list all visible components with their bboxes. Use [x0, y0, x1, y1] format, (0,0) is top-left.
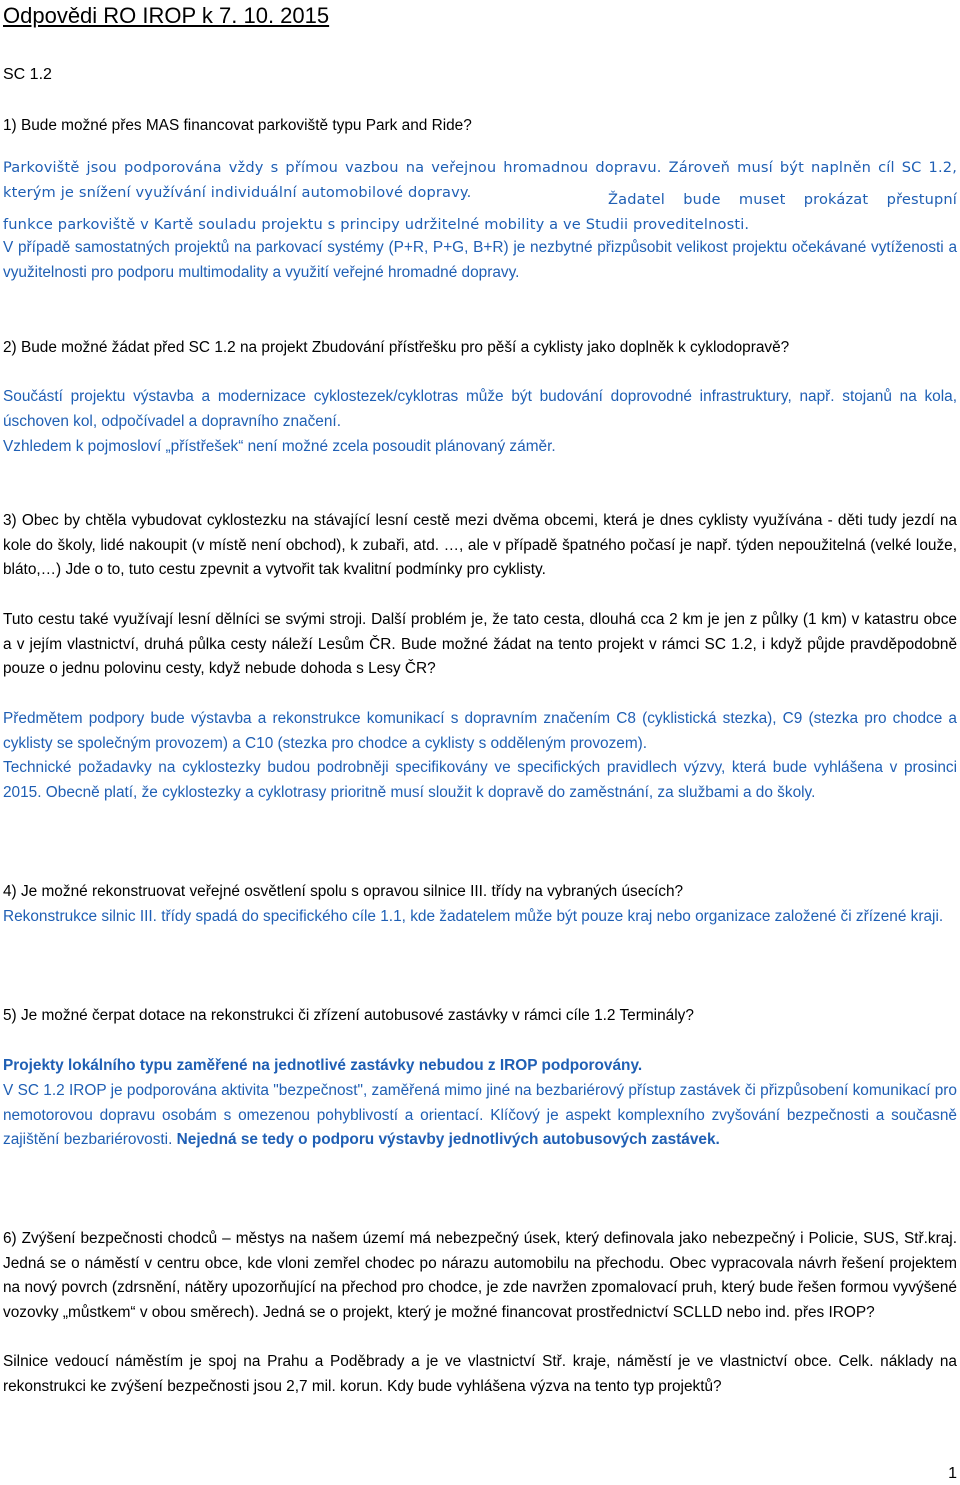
question-5: 5) Je možné čerpat dotace na rekonstrukci či zřízení autobusové zastávky v rámci cíle 1.2 Terminály? [3, 1007, 694, 1024]
question-6b: Silnice vedoucí náměstím je spoj na Prahu a Poděbrady a je ve vlastnictví Stř. kraje, náměstí je ve vlastnictví obce. Celk. náklady na rekonstrukci ke zvýšení bezpečnosti jsou 2,7 mil. korun. Kdy bude vyhlášena výzva na tento typ projektů? [3, 1353, 957, 1395]
answer-3a: Předmětem podpory bude výstavba a rekonstrukce komunikací s dopravním značením C8 (cyklistická stezka), C9 (stezka pro chodce a cyklisty se společným provozem) a C10 (stezka pro chodce a cyklisty s odděleným provozem). [3, 710, 957, 752]
question-2: 2) Bude možné žádat před SC 1.2 na projekt Zbudování přístřešku pro pěší a cyklisty jako doplněk k cyklodopravě? [3, 339, 790, 356]
answer-3b: Technické požadavky na cyklostezky budou podrobněji specifikovány ve specifických pravidlech výzvy, která bude vyhlášena v prosinci 2015. Obecně platí, že cyklostezky a cyklotrasy prioritně musí sloužit k dopravě do zaměstnání, za službami a do školy. [3, 759, 957, 801]
answer-5-bold: Projekty lokálního typu zaměřené na jednotlivé zastávky nebudou z IROP podporovány. [3, 1057, 643, 1074]
question-1: 1) Bude možné přes MAS financovat parkoviště typu Park and Ride? [3, 117, 472, 134]
answer-1b: Žadatel bude muset prokázat přestupní funkce parkoviště v Kartě souladu projektu s principy udržitelné mobility a ve Studii proveditelnosti. [3, 191, 957, 233]
answer-1a: Parkoviště jsou podporována vždy s přímou vazbou na veřejnou hromadnou dopravu. Zároveň musí být naplněn cíl SC 1.2, kterým je snížení využívání individuální automobilové dopravy. [3, 159, 957, 201]
answer-1c: V případě samostatných projektů na parkovací systémy (P+R, P+G, B+R) je nezbytné přizpůsobit velikost projektu očekávané vytíženosti a využitelnosti pro podporu multimodality a využití veřejné hromadné dopravy. [3, 239, 957, 281]
answer-4: Rekonstrukce silnic III. třídy spadá do specifického cíle 1.1, kde žadatelem může být pouze kraj nebo organizace založené či zřízené kraji. [3, 908, 944, 925]
answer-2a: Součástí projektu výstavba a modernizace cyklostezek/cyklotras může být budování doprovodné infrastruktury, např. stojanů na kola, úschoven kol, odpočívadel a dopravního značení. [3, 388, 957, 430]
answer-5-body: V SC 1.2 IROP je podporována aktivita "bezpečnost", zaměřená mimo jiné na bezbariérový přístup zastávek či přizpůsobení komunikací pro nemotorovou dopravu osobám s omezenou pohyblivostí a orientací. Klíčový je aspekt komplexního zvyšování bezpečnosti a současně zajištění bezbariérovosti. [3, 1082, 957, 1149]
answer-2b: Vzhledem k pojmosloví „přístřešek“ není možné zcela posoudit plánovaný záměr. [3, 438, 556, 455]
page-number: 1 [948, 1465, 957, 1482]
answer-5-text [3, 1079, 957, 1153]
question-4: 4) Je možné rekonstruovat veřejné osvětlení spolu s opravou silnice III. třídy na vybraných úsecích? [3, 883, 684, 900]
section-heading: SC 1.2 [3, 66, 52, 83]
question-6a: 6) Zvýšení bezpečnosti chodců – městys na našem území má nebezpečný úsek, který definovala jako nebezpečný i Policie, SUS, Stř.kraj. Jedná se o náměstí v centru obce, kde vloni zemřel chodec po nárazu automobilu na přechodu. Obec vypracovala návrh řešení projektem na nový povrch (zdrsnění, nátěry upozorňující na přechod pro chodce, je zde navržen zpomalovací pruh, který bude řešen formou vyvýšené vozovky „můstkem“ v obou směrech). Jedná se o projekt, který je možné financovat prostřednictví SCLLD nebo ind. přes IROP? [3, 1230, 957, 1321]
question-3a: 3) Obec by chtěla vybudovat cyklostezku na stávající lesní cestě mezi dvěma obcemi, která je dnes cyklisty využívána - děti tudy jezdí na kole do školy, lidé nakoupit (v místě není obchod), k zubaři, atd. …, ale v případě špatného počasí je např. týden nepoužitelná (velké louže, bláto,…) Jde o to, tuto cestu zpevnit a vytvořit tak kvalitní podmínky pro cyklisty. [3, 512, 957, 579]
answer-5-bold-end: Nejedná se tedy o podporu výstavby jednotlivých autobusových zastávek. [176, 1131, 720, 1149]
question-3b: Tuto cestu také využívají lesní dělníci se svými stroji. Další problém je, že tato cesta, dlouhá cca 2 km je jen z půlky (1 km) v katastru obce a v jejím vlastnictví, druhá půlka cesty náleží Lesům ČR. Bude možné žádat na tento projekt v rámci SC 1.2, i když půjde pravděpodobně pouze o jednu polovinu cesty, když nebude dohoda s Lesy ČR? [3, 611, 957, 678]
document-title: Odpovědi RO IROP k 7. 10. 2015 [3, 3, 330, 28]
